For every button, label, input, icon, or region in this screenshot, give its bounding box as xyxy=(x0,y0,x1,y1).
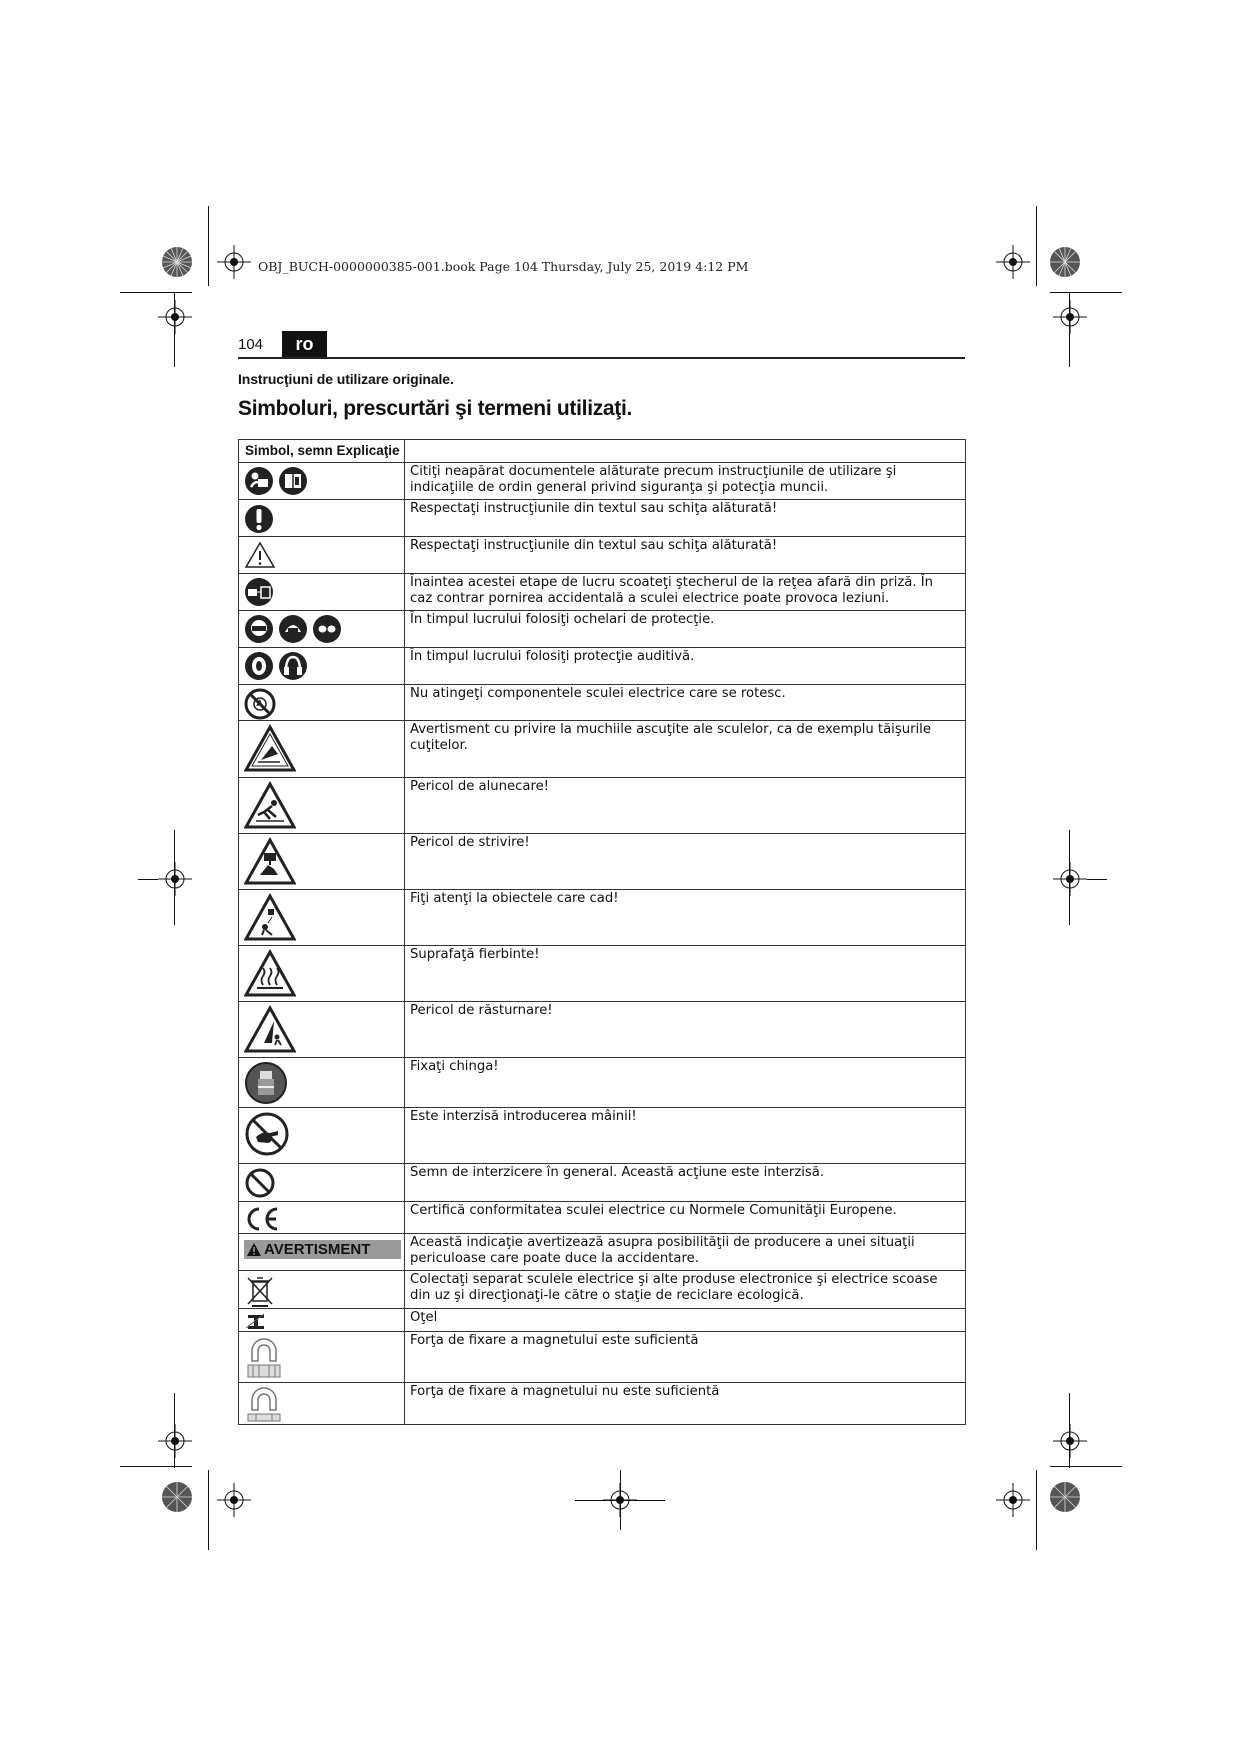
crosshair-icon xyxy=(158,1424,192,1458)
document-subtitle: Instrucţiuni de utilizare originale. xyxy=(238,371,454,387)
crosshair-icon xyxy=(158,862,192,896)
crosshair-icon xyxy=(217,245,251,279)
explanation-cell: Fiţi atenţi la obiectele care cad! xyxy=(405,890,966,946)
symbol-cell xyxy=(239,1332,405,1383)
fasten-strap-icon xyxy=(244,1061,288,1105)
symbol-cell xyxy=(239,1058,405,1108)
symbol-cell xyxy=(239,685,405,721)
table-row xyxy=(239,574,966,611)
table-row xyxy=(239,1164,966,1202)
symbols-table xyxy=(238,439,966,1425)
falling-objects-warning-icon xyxy=(244,893,296,943)
symbol-cell xyxy=(239,1202,405,1234)
unplug-icon xyxy=(244,577,274,607)
table-row xyxy=(239,648,966,685)
table-row xyxy=(239,1234,966,1271)
crush-warning-icon xyxy=(244,837,296,887)
explanation-cell: Înaintea acestei etape de lucru scoateţi ştecherul de la reţea afară din priză. În caz contrar pornirea accidentală a sculei electrice poate provoca leziuni. xyxy=(405,574,966,611)
table-row xyxy=(239,946,966,1002)
registration-rosette-icon xyxy=(160,245,194,279)
symbol-cell xyxy=(239,537,405,574)
table-row xyxy=(239,1383,966,1425)
explanation-cell: Suprafaţă fierbinte! xyxy=(405,946,966,1002)
table-row xyxy=(239,1309,966,1332)
symbol-cell xyxy=(239,1164,405,1202)
explanation-cell: Citiţi neapărat documentele alăturate precum instrucţiunile de utilizare şi indicaţiile de ordin general privind siguranţa şi potecţia muncii. xyxy=(405,463,966,500)
welding-mask-icon xyxy=(278,614,308,644)
table-row xyxy=(239,1058,966,1108)
crosshair-icon xyxy=(996,1483,1030,1517)
crosshair-icon xyxy=(217,1483,251,1517)
registration-rosette-icon xyxy=(1048,1480,1082,1514)
explanation-cell: Certifică conformitatea sculei electrice cu Normele Comunităţii Europene. xyxy=(405,1202,966,1234)
avertisment-text: AVERTISMENT xyxy=(264,1241,371,1258)
crosshair-icon xyxy=(1053,1424,1087,1458)
no-touch-rotating-icon xyxy=(244,688,276,720)
table-row xyxy=(239,611,966,648)
symbol-cell xyxy=(239,611,405,648)
table-row xyxy=(239,500,966,537)
table-row xyxy=(239,1271,966,1309)
warning-triangle-icon xyxy=(244,540,276,570)
explanation-cell: Pericol de răsturnare! xyxy=(405,1002,966,1058)
registration-rosette-icon xyxy=(1048,245,1082,279)
explanation-cell: Forţa de fixare a magnetului este suficientă xyxy=(405,1332,966,1383)
explanation-cell: Pericol de strivire! xyxy=(405,834,966,890)
symbol-cell xyxy=(239,648,405,685)
explanation-cell: Forţa de fixare a magnetului nu este suficientă xyxy=(405,1383,966,1425)
explanation-cell: Semn de interzicere în general. Această acţiune este interzisă. xyxy=(405,1164,966,1202)
crosshair-icon xyxy=(1053,300,1087,334)
goggles-icon xyxy=(312,614,342,644)
symbol-cell xyxy=(239,574,405,611)
table-row xyxy=(239,1202,966,1234)
registration-rosette-icon xyxy=(160,1480,194,1514)
explanation-cell: Pericol de alunecare! xyxy=(405,778,966,834)
table-row xyxy=(239,463,966,500)
sharp-edge-warning-icon xyxy=(244,724,296,774)
explanation-cell: Respectaţi instrucţiunile din textul sau schiţa alăturată! xyxy=(405,500,966,537)
tipping-warning-icon xyxy=(244,1005,296,1055)
steel-icon xyxy=(244,1312,268,1330)
symbol-cell xyxy=(239,946,405,1002)
table-row xyxy=(239,1332,966,1383)
hot-surface-warning-icon xyxy=(244,949,296,999)
symbol-cell xyxy=(239,1234,405,1271)
symbol-cell xyxy=(239,1108,405,1164)
symbol-cell xyxy=(239,890,405,946)
explanation-cell: În timpul lucrului folosiţi ochelari de protecţie. xyxy=(405,611,966,648)
symbol-cell xyxy=(239,1271,405,1309)
explanation-cell: Această indicaţie avertizează asupra posibilităţii de producere a unei situaţii periculoase care poate duce la accidentare. xyxy=(405,1234,966,1271)
book-header: OBJ_BUCH-0000000385-001.book Page 104 Thursday, July 25, 2019 4:12 PM xyxy=(258,259,749,274)
table-row xyxy=(239,890,966,946)
exclamation-icon xyxy=(244,503,274,535)
slip-warning-icon xyxy=(244,781,296,831)
symbol-cell xyxy=(239,1383,405,1425)
explanation-cell: Fixaţi chinga! xyxy=(405,1058,966,1108)
face-shield-icon xyxy=(244,614,274,644)
header-explanation xyxy=(405,440,966,463)
avertisment-label xyxy=(244,1240,401,1259)
hearing-protection-icon xyxy=(278,651,308,681)
header-rule xyxy=(238,357,965,359)
symbol-cell xyxy=(239,463,405,500)
symbol-cell xyxy=(239,500,405,537)
explanation-cell: Avertisment cu privire la muchiile ascuţite ale sculelor, ca de exemplu tăişurile cuţitelor. xyxy=(405,721,966,778)
crosshair-icon xyxy=(158,300,192,334)
explanation-cell: În timpul lucrului folosiţi protecţie auditivă. xyxy=(405,648,966,685)
ce-mark-icon xyxy=(244,1205,280,1233)
magnet-sufficient-icon xyxy=(244,1335,284,1381)
warning-triangle-icon xyxy=(246,1242,262,1257)
explanation-cell: Este interzisă introducerea mâinii! xyxy=(405,1108,966,1164)
table-row xyxy=(239,721,966,778)
symbol-cell xyxy=(239,1002,405,1058)
table-row xyxy=(239,685,966,721)
explanation-cell: Nu atingeţi componentele sculei electrice care se rotesc. xyxy=(405,685,966,721)
table-header-row xyxy=(239,440,966,463)
symbol-cell xyxy=(239,1309,405,1332)
explanation-cell: Respectaţi instrucţiunile din textul sau schiţa alăturată! xyxy=(405,537,966,574)
symbol-cell xyxy=(239,721,405,778)
table-row xyxy=(239,834,966,890)
explanation-cell: Colectaţi separat sculele electrice şi alte produse electronice şi electrice scoase din uz şi direcţionaţi-le către o staţie de reciclare ecologică. xyxy=(405,1271,966,1309)
language-badge: ro xyxy=(282,331,327,357)
page-number: 104 xyxy=(238,336,264,353)
prohibition-icon xyxy=(244,1167,276,1199)
table-row xyxy=(239,537,966,574)
symbol-cell xyxy=(239,834,405,890)
table-row xyxy=(239,1108,966,1164)
table-row xyxy=(239,778,966,834)
crosshair-icon xyxy=(1053,862,1087,896)
explanation-cell: Oţel xyxy=(405,1309,966,1332)
section-title: Simboluri, prescurtări şi termeni utilizaţi. xyxy=(238,397,633,420)
header-symbol: Simbol, semn Explicaţie xyxy=(239,440,405,463)
magnet-insufficient-icon xyxy=(244,1386,284,1424)
ear-defender-icon xyxy=(244,651,274,681)
crossed-bin-icon xyxy=(244,1274,276,1308)
no-hands-icon xyxy=(244,1111,290,1157)
read-manual-icon xyxy=(244,466,274,496)
crosshair-icon xyxy=(996,245,1030,279)
book-icon xyxy=(278,466,308,496)
table-row xyxy=(239,1002,966,1058)
symbol-cell xyxy=(239,778,405,834)
